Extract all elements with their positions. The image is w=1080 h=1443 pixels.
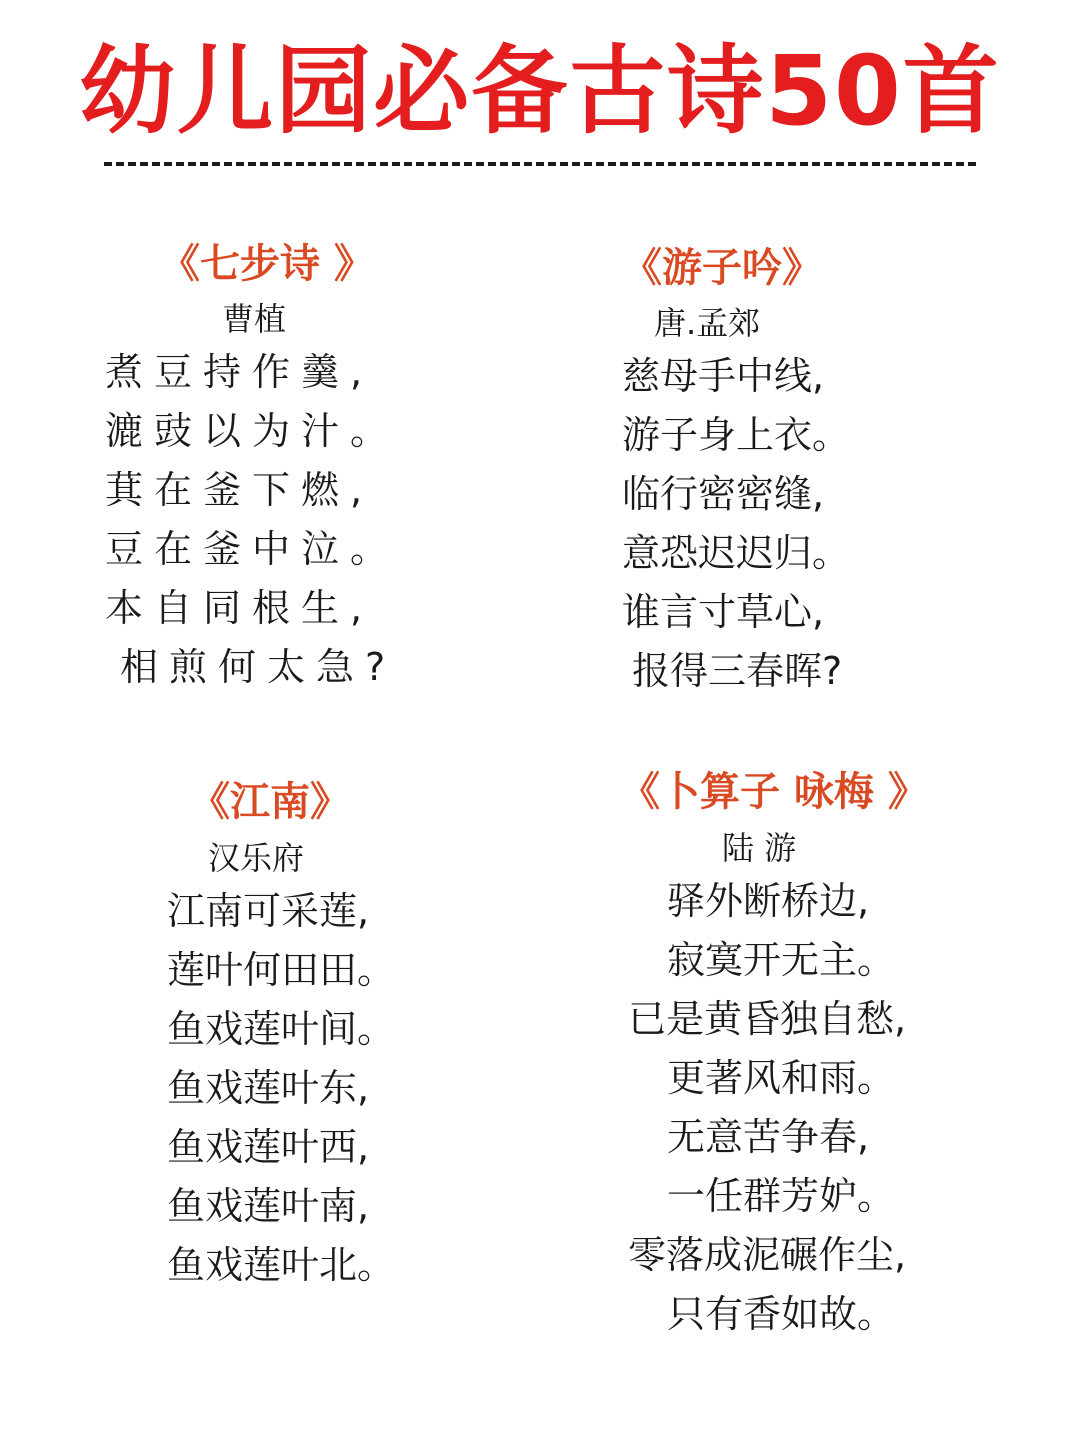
page-title: 幼儿园必备古诗50首 (79, 35, 1001, 147)
poem-line: 只有香如故。 (667, 1292, 896, 1336)
poem-line: 驿外断桥边, (667, 879, 870, 923)
poem-title: 《江南》 (190, 779, 350, 825)
poem-line: 萁在釜下燃, (105, 468, 374, 512)
poem-line: 江南可采莲, (167, 889, 370, 933)
poem-line: 相煎何太急? (120, 645, 397, 689)
poem-line: 临行密密缝, (622, 472, 825, 516)
poem-line: 鱼戏莲叶间。 (167, 1007, 396, 1051)
poem-line: 鱼戏莲叶东, (167, 1066, 370, 1110)
poem-line: 一任群芳妒。 (667, 1174, 896, 1218)
poem-line: 莲叶何田田。 (167, 948, 396, 992)
poem-line: 谁言寸草心, (622, 590, 825, 634)
poem-author: 汉乐府 (208, 839, 305, 877)
poem-line: 煮豆持作羹, (105, 350, 374, 394)
poem-line: 报得三春晖? (632, 649, 843, 693)
dashed-divider (104, 162, 976, 166)
poem-title: 《七步诗 》 (160, 241, 374, 287)
poem-author: 陆 游 (722, 829, 797, 867)
poem-title: 《游子吟》 (622, 245, 822, 291)
poem-line: 本自同根生, (105, 586, 374, 630)
poem-line: 游子身上衣。 (622, 413, 851, 457)
poem-line: 已是黄昏独自愁, (628, 997, 907, 1041)
poem-author: 唐.孟郊 (654, 304, 761, 342)
poem-line: 豆在釜中泣。 (105, 527, 400, 571)
poem-line: 意恐迟迟归。 (622, 531, 851, 575)
poem-line: 更著风和雨。 (667, 1056, 896, 1100)
poem-line: 零落成泥碾作尘, (628, 1233, 907, 1277)
poem-title: 《卜算子 咏梅 》 (620, 769, 928, 815)
poem-line: 漉豉以为汁。 (105, 409, 400, 453)
poem-line: 鱼戏莲叶北。 (167, 1243, 396, 1287)
poem-line: 鱼戏莲叶西, (167, 1125, 370, 1169)
poem-line: 寂寞开无主。 (667, 938, 896, 982)
poem-line: 慈母手中线, (622, 354, 825, 398)
poem-author: 曹植 (222, 300, 287, 338)
poem-line: 鱼戏莲叶南, (167, 1184, 370, 1228)
poem-line: 无意苦争春, (667, 1115, 870, 1159)
